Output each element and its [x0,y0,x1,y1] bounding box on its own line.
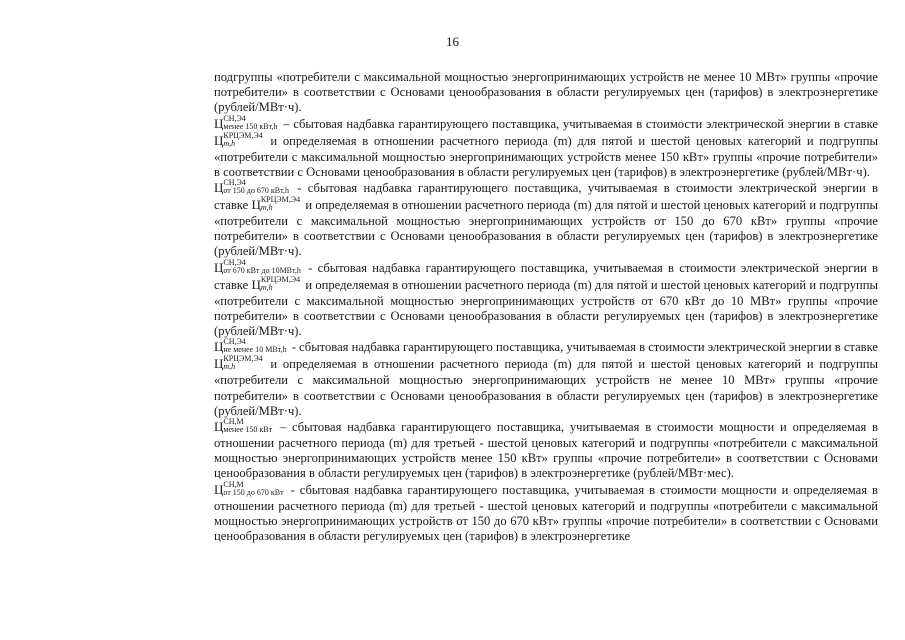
paragraph-definition [214,339,878,419]
paragraph-text: - сбытовая надбавка гарантирующего поставщика, учитываемая в стоимости мощности и определяемая в отношении расчетного периода (m) для третьей - шестой ценовых категорий и подгруппы «потребители с максимальной мощностью энергопринимающих устройств от 150 до 670 кВт» группы «прочие потребители» в соответствии с Основами ценообразования в области регулируемых цен (тарифов) в электроэнергетике [214,482,878,544]
paragraph-text: и определяемая в отношении расчетного периода (m) для пятой и шестой ценовых категорий и подгруппы «потребители с максимальной мощностью энергопринимающих устройств от 150 до 670 кВт» группы «прочие потребители» в соответствии с Основами ценообразования в области регулируемых цен (тарифов) в электроэнергетике (рублей/МВт·ч). [214,198,878,259]
paragraph-text: – сбытовая надбавка гарантирующего поставщика, учитываемая в стоимости мощности и определяемая в отношении расчетного периода (m) для третьей - шестой ценовых категорий и подгруппы «потребители с максимальной мощностью энергопринимающих устройств менее 150 кВт» группы «прочие потребители» в соответствии с Основами ценообразования в области регулируемых цен (тарифов) в электроэнергетике (рублей/МВт·мес). [214,419,878,481]
formula-symbol: Ц КРЦЭМ,Э4 m,h [251,195,301,213]
paragraph-text: – сбытовая надбавка гарантирующего поставщика, учитываемая в стоимости электрической энергии в ставке [279,116,878,131]
paragraph-continuation: подгруппы «потребители с максимальной мощностью энергопринимающих устройств не менее 10 МВт» группы «прочие потребители» в соответствии с Основами ценообразования в области регулируемых цен (тарифов) в электроэнергетике (рублей/МВт·ч). [214,70,878,115]
formula-symbol: Ц КРЦЭМ,Э4 m,h [251,274,301,292]
paragraph-definition [214,113,878,180]
formula-symbol: Ц КРЦЭМ,Э4 m,h [214,354,263,372]
paragraph-definition [214,416,878,482]
paragraph-text: и определяемая в отношении расчетного периода (m) для пятой и шестой ценовых категорий и подгруппы «потребители с максимальной мощностью энергопринимающих устройств от 670 кВт до 10 МВт» группы «прочие потребители» в соответствии с Основами ценообразования в области регулируемых цен (тарифов) в электроэнергетике (рублей/МВт·ч). [214,277,878,339]
paragraph-definition [214,257,878,340]
paragraph-definition [214,479,878,545]
formula-symbol: Ц СН,М от 150 до 670 кВт [214,479,284,497]
page-number: 16 [446,34,459,49]
document-body [214,70,878,544]
formula-symbol: Ц СН,М менее 150 кВт [214,416,273,434]
paragraph-text: - сбытовая надбавка гарантирующего поставщика, учитываемая в стоимости электрической энергии в ставке [214,181,878,213]
paragraph-text: и определяемая в отношении расчетного периода (m) для пятой и шестой ценовых категорий и подгруппы «потребители с максимальной мощностью энергопринимающих устройств менее 150 кВт» группы «прочие потребители» в соответствии с Основами ценообразования в области регулируемых цен (тарифов) в электроэнергетике (рублей/МВт·ч). [214,133,878,179]
formula-symbol: Ц СН,Э4 менее 150 кВт,h [214,113,278,131]
formula-symbol: Ц СН,Э4 не менее 10 МВт,h [214,337,287,355]
formula-symbol: Ц СН,Э4 от 150 до 670 кВт,h [214,178,289,196]
paragraph-definition [214,180,878,260]
paragraph-text: - сбытовая надбавка гарантирующего поставщика, учитываемая в стоимости электрической энергии в ставке [288,340,879,355]
formula-symbol: Ц СН,Э4 от 670 кВт до 10МВт,h [214,257,301,275]
paragraph-text: - сбытовая надбавка гарантирующего поставщика, учитываемая в стоимости электрической энергии в ставке [214,260,878,292]
formula-symbol: Ц КРЦЭМ,Э4 m,h [214,130,263,148]
paragraph-text: и определяемая в отношении расчетного периода (m) для пятой и шестой ценовых категорий и подгруппы «потребители с максимальной мощностью энергопринимающих устройств не менее 10 МВт» группы «прочие потребители» в соответствии с Основами ценообразования в области регулируемых цен (тарифов) в электроэнергетике (рублей/МВт·ч). [214,357,878,418]
